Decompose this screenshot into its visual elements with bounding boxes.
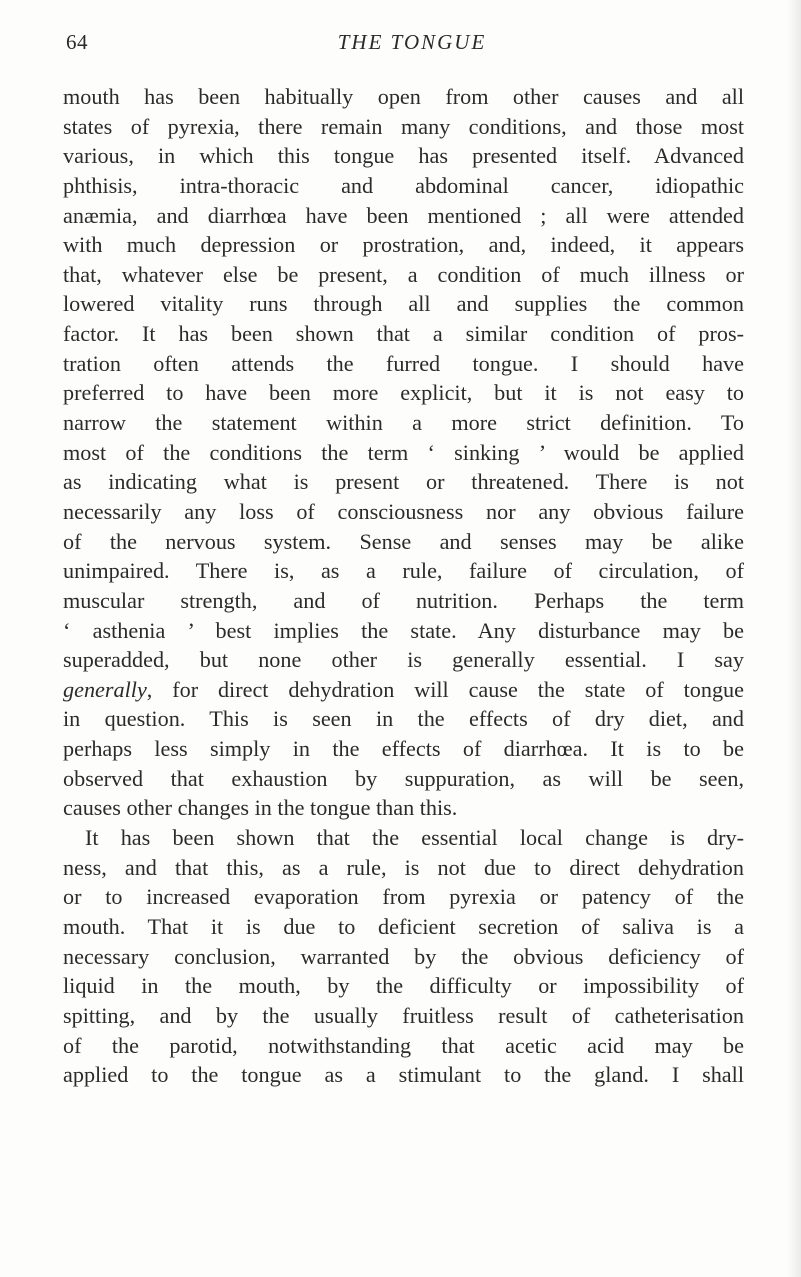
page-number: 64: [66, 30, 88, 54]
text-line: lowered vitality runs through all and supplies the common: [63, 291, 744, 317]
text-line: It has been shown that the essential local change is dry-: [85, 825, 744, 851]
text-line: or to increased evaporation from pyrexia or patency of the: [63, 884, 744, 910]
text-line: liquid in the mouth, by the difficulty or impossibility of: [63, 973, 744, 999]
text-line: muscular strength, and of nutrition. Perhaps the term: [63, 587, 744, 613]
italic-word: generally: [63, 676, 147, 702]
text-line: narrow the statement within a more strict definition. To: [63, 410, 744, 436]
text-line: states of pyrexia, there remain many conditions, and those most: [63, 113, 744, 139]
text-line: tration often attends the furred tongue. I should have: [63, 350, 744, 376]
text-line: of the parotid, notwithstanding that acetic acid may be: [63, 1032, 744, 1058]
text-line: superadded, but none other is generally essential. I say: [63, 647, 744, 673]
running-head: [66, 30, 742, 64]
text-line: phthisis, intra-thoracic and abdominal cancer, idiopathic: [63, 172, 744, 198]
text-line: preferred to have been more explicit, but it is not easy to: [63, 380, 744, 406]
running-title: THE TONGUE: [337, 30, 487, 54]
text-line: in question. This is seen in the effects of dry diet, and: [63, 706, 744, 732]
text-line: that, whatever else be present, a condition of much illness or: [63, 261, 744, 287]
text-line: perhaps less simply in the effects of diarrhœa. It is to be: [63, 736, 744, 762]
body-text: [63, 82, 744, 1090]
text-line: factor. It has been shown that a similar condition of pros-: [63, 321, 744, 347]
text-line: necessarily any loss of consciousness nor any obvious failure: [63, 498, 744, 524]
text-line: necessary conclusion, warranted by the obvious deficiency of: [63, 943, 744, 969]
text-line: various, in which this tongue has presented itself. Advanced: [63, 143, 744, 169]
text-line: as indicating what is present or threatened. There is not: [63, 469, 744, 495]
text-line: observed that exhaustion by suppuration, as will be seen,: [63, 765, 744, 791]
text-line: ness, and that this, as a rule, is not due to direct dehydration: [63, 854, 744, 880]
text-line: mouth has been habitually open from other causes and all: [63, 84, 744, 109]
text-line: applied to the tongue as a stimulant to the gland. I shall: [63, 1062, 744, 1088]
text-line-rest: , for direct dehydration will cause the state of tongue: [146, 676, 744, 702]
text-line: unimpaired. There is, as a rule, failure of circulation, of: [63, 558, 744, 584]
text-line: of the nervous system. Sense and senses may be alike: [63, 528, 744, 554]
text-line: most of the conditions the term ‘ sinking ’ would be applied: [63, 439, 744, 465]
text-line: anæmia, and diarrhœa have been mentioned ; all were attended: [63, 202, 744, 228]
text-line: causes other changes in the tongue than this.: [63, 795, 458, 821]
text-line: spitting, and by the usually fruitless result of catheterisation: [63, 1002, 744, 1028]
page-edge-shadow: [787, 0, 801, 1277]
text-line: ‘ asthenia ’ best implies the state. Any disturbance may be: [63, 617, 744, 643]
text-line: mouth. That it is due to deficient secretion of saliva is a: [63, 913, 744, 939]
text-line: with much depression or prostration, and, indeed, it appears: [63, 232, 744, 258]
text-line-with-italic: [63, 675, 744, 705]
